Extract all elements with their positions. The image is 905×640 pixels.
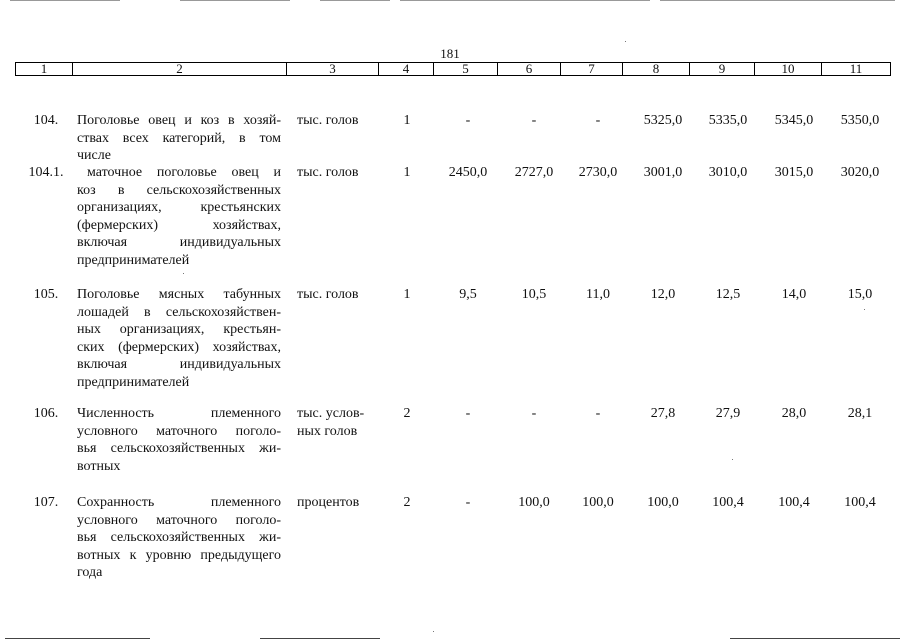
column-number-9: 9 [690,63,755,76]
column-number-11: 11 [822,63,891,76]
value-column-10: 100,4 [778,495,810,510]
value-column-5: - [465,113,471,128]
value-column-6: - [531,113,537,128]
value-column-10: 5345,0 [774,113,814,128]
value-column-5: - [465,495,471,510]
column-number-3: 3 [287,63,379,76]
scan-speck [864,309,865,310]
value-column-9: 100,4 [712,495,744,510]
indicator-name-line: вья сельскохозяйственных жи- [77,441,281,456]
column-number-10: 10 [755,63,822,76]
scan-edge-line [5,638,150,639]
indicator-name [77,112,281,165]
value-column-5: - [465,406,471,421]
value-column-10: 28,0 [781,406,807,421]
indicator-name-line: предпринимателей [77,252,190,268]
indicator-name-line: маточное поголовье овец и [87,165,281,180]
value-column-5: 2450,0 [448,165,488,180]
row-number: 105. [33,287,59,302]
column-4-value: 1 [403,287,411,302]
value-column-6: 100,0 [518,495,550,510]
value-column-10: 14,0 [781,287,807,302]
unit-of-measure [297,112,377,130]
value-column-11: 3020,0 [840,165,880,180]
value-column-9: 12,5 [715,287,741,302]
indicator-name-line: ских (фермерских) хозяйствах, [77,339,281,355]
value-column-11: 5350,0 [840,113,880,128]
indicator-name-line: предпринимателей [77,374,190,390]
column-4-value: 2 [403,406,411,421]
indicator-name-line: коз в сельскохозяйственных [77,182,281,198]
indicator-name-line: вотных к уровню предыдущего [77,547,281,563]
indicator-name-line: условного маточного поголо- [77,423,281,439]
value-column-9: 27,9 [715,406,741,421]
unit-line: процентов [297,495,360,510]
value-column-8: 3001,0 [643,165,683,180]
value-column-8: 27,8 [650,406,676,421]
indicator-name [77,164,281,269]
value-column-7: - [595,406,601,421]
scan-edge-line [10,0,120,1]
scan-speck [183,273,184,274]
column-4-value: 1 [403,165,411,180]
scan-speck [625,41,626,42]
indicator-name-line: числе [77,148,111,163]
unit-line: ных голов [297,423,358,439]
scan-edge-line [660,0,895,1]
value-column-9: 5335,0 [708,113,748,128]
page-number: 181 [440,46,460,61]
indicator-name-line: ных организациях, крестьян- [77,322,281,337]
value-column-6: 10,5 [521,287,547,302]
row-number: 106. [33,406,59,421]
column-4-value: 1 [403,113,411,128]
indicator-name [77,286,281,391]
indicator-name-line: Поголовье мясных табунных [77,287,281,302]
indicator-name [77,405,281,475]
scan-speck [732,459,733,460]
row-number: 104.1. [28,165,64,180]
indicator-name-line: условного маточного поголо- [77,512,281,528]
indicator-name-line: Сохранность племенного [77,495,281,510]
unit-of-measure [297,164,377,182]
indicator-name-line: организациях, крестьянских [77,200,281,215]
column-number-5: 5 [434,63,498,76]
value-column-5: 9,5 [459,287,477,302]
indicator-name-line: вотных [77,458,121,474]
unit-line: тыс. голов [297,165,359,180]
scan-speck [433,631,434,632]
indicator-name-line: ствах всех категорий, в том [77,130,281,146]
value-column-7: 100,0 [582,495,614,510]
indicator-name-line: включая индивидуальных [77,357,281,372]
value-column-11: 100,4 [844,495,876,510]
value-column-11: 15,0 [847,287,873,302]
column-4-value: 2 [403,495,411,510]
row-number: 104. [33,113,59,128]
scan-edge-line [180,0,290,1]
value-column-9: 3010,0 [708,165,748,180]
value-column-8: 12,0 [650,287,676,302]
indicator-name-line: (фермерских) хозяйствах, [77,217,281,233]
value-column-8: 5325,0 [643,113,683,128]
column-number-6: 6 [498,63,561,76]
value-column-11: 28,1 [847,406,873,421]
column-number-header [15,62,891,76]
scan-edge-line [730,638,900,639]
value-column-7: - [595,113,601,128]
column-number-7: 7 [561,63,623,76]
indicator-name [77,494,281,582]
indicator-name-line: лошадей в сельскохозяйствен- [77,304,281,320]
unit-of-measure [297,286,377,304]
value-column-8: 100,0 [647,495,679,510]
indicator-name-line: года [77,565,103,580]
value-column-10: 3015,0 [774,165,814,180]
value-column-7: 11,0 [586,287,610,302]
indicator-name-line: включая индивидуальных [77,235,281,250]
indicator-name-line: Поголовье овец и коз в хозяй- [77,113,281,128]
value-column-6: - [531,406,537,421]
unit-line: тыс. голов [297,287,359,302]
column-number-1: 1 [16,63,73,76]
unit-of-measure [297,494,377,512]
row-number: 107. [33,495,59,510]
scan-edge-line [400,0,650,1]
indicator-name-line: Численность племенного [77,406,281,421]
value-column-7: 2730,0 [578,165,618,180]
scan-edge-line [260,638,380,639]
indicator-name-line: вья сельскохозяйственных жи- [77,530,281,545]
value-column-6: 2727,0 [514,165,554,180]
column-number-2: 2 [73,63,287,76]
column-number-4: 4 [379,63,434,76]
unit-line: тыс. услов- [297,406,365,421]
unit-line: тыс. голов [297,113,359,128]
unit-of-measure [297,405,377,440]
column-number-8: 8 [623,63,690,76]
scan-edge-line [320,0,390,1]
